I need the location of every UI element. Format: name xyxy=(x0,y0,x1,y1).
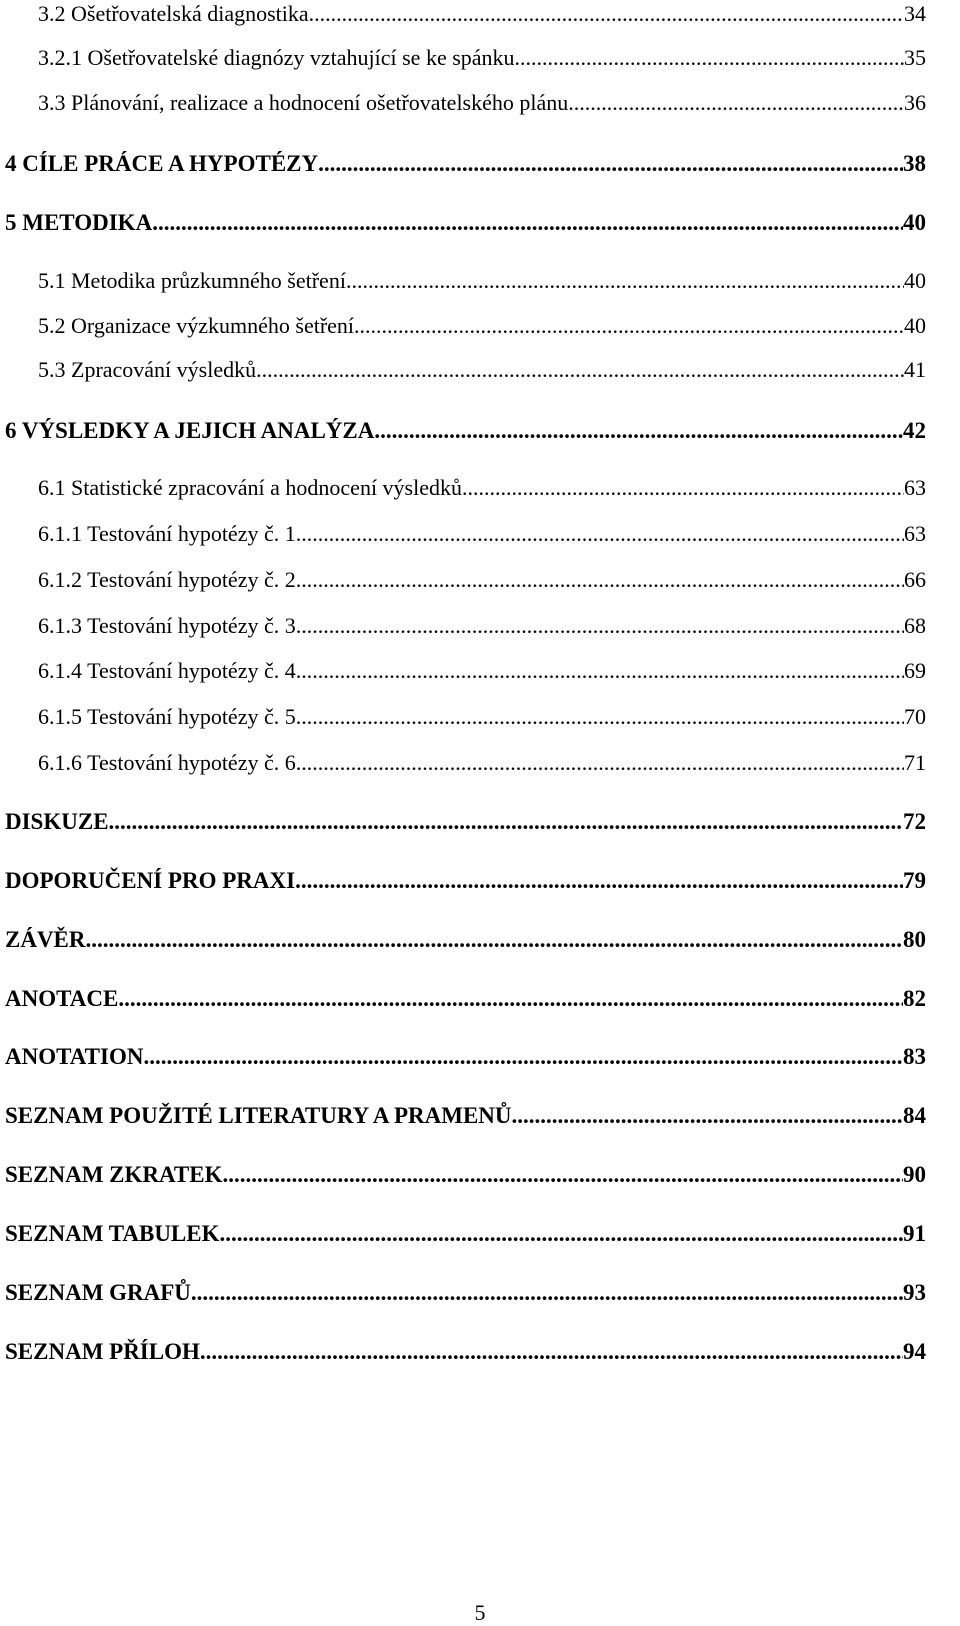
toc-leader-dots xyxy=(256,359,904,381)
toc-entry-title: ZÁVĚR xyxy=(5,927,86,952)
toc-leader-dots xyxy=(296,752,904,774)
toc-entry-page: 34 xyxy=(904,1,926,26)
toc-entry-title: 6.1.5 Testování hypotézy č. 5 xyxy=(38,704,296,729)
toc-entry-page: 66 xyxy=(904,567,926,592)
toc-leader-dots xyxy=(296,660,904,682)
toc-entry-title: 6.1.3 Testování hypotézy č. 3 xyxy=(38,613,296,638)
toc-entry-title: SEZNAM GRAFŮ xyxy=(5,1280,191,1305)
toc-leader-dots xyxy=(462,477,904,499)
toc-entry[interactable] xyxy=(38,47,926,69)
toc-leader-dots xyxy=(309,3,904,25)
toc-entry-title: SEZNAM ZKRATEK xyxy=(5,1162,223,1187)
toc-leader-dots xyxy=(152,211,903,234)
toc-entry-page: 83 xyxy=(903,1044,926,1069)
toc-entry[interactable] xyxy=(38,3,926,25)
toc-leader-dots xyxy=(512,1104,903,1127)
toc-entry[interactable] xyxy=(38,315,926,337)
toc-entry-title: ANOTATION xyxy=(5,1044,144,1069)
toc-entry-page: 38 xyxy=(903,151,926,176)
toc-leader-dots xyxy=(295,869,903,892)
toc-entry[interactable] xyxy=(38,752,926,774)
toc-leader-dots xyxy=(222,1163,903,1186)
toc-entry-page: 68 xyxy=(904,613,926,638)
toc-entry-title: 6.1.6 Testování hypotézy č. 6 xyxy=(38,750,296,775)
toc-entry[interactable] xyxy=(5,152,926,175)
toc-entry-title: 3.3 Plánování, realizace a hodnocení ošetřovatelského plánu xyxy=(38,90,569,115)
toc-entry-page: 41 xyxy=(904,357,926,382)
toc-leader-dots xyxy=(515,47,904,69)
toc-entry-title: DISKUZE xyxy=(5,809,109,834)
toc-leader-dots xyxy=(318,152,903,175)
toc-entry[interactable] xyxy=(38,359,926,381)
toc-entry-page: 82 xyxy=(903,986,926,1011)
toc-entry-page: 72 xyxy=(903,809,926,834)
page-number: 5 xyxy=(474,1600,486,1625)
toc-leader-dots xyxy=(143,1045,903,1068)
toc-leader-dots xyxy=(86,928,903,951)
toc-leader-dots xyxy=(191,1281,903,1304)
toc-entry[interactable] xyxy=(5,1163,926,1186)
toc-entry[interactable] xyxy=(5,1222,926,1245)
toc-entry-page: 36 xyxy=(904,90,926,115)
toc-entry-page: 42 xyxy=(903,418,926,443)
toc-entry-page: 90 xyxy=(903,1162,926,1187)
toc-entry-title: 6.1.2 Testování hypotézy č. 2 xyxy=(38,567,296,592)
toc-leader-dots xyxy=(296,523,904,545)
toc-entry-page: 79 xyxy=(903,868,926,893)
toc-entry-title: SEZNAM PŘÍLOH xyxy=(5,1339,200,1364)
toc-leader-dots xyxy=(296,615,904,637)
toc-leader-dots xyxy=(296,569,904,591)
toc-leader-dots xyxy=(296,706,904,728)
toc-entry[interactable] xyxy=(5,419,926,442)
toc-entry-title: 3.2.1 Ošetřovatelské diagnózy vztahující se ke spánku xyxy=(38,45,515,70)
toc-entry-title: 6 VÝSLEDKY A JEJICH ANALÝZA xyxy=(5,418,375,443)
toc-entry[interactable] xyxy=(5,869,926,892)
toc-entry-title: 5.2 Organizace výzkumného šetření xyxy=(38,313,355,338)
toc-leader-dots xyxy=(220,1222,903,1245)
toc-entry[interactable] xyxy=(38,706,926,728)
toc-entry-page: 35 xyxy=(904,45,926,70)
toc-entry[interactable] xyxy=(5,1104,926,1127)
toc-entry-title: 6.1 Statistické zpracování a hodnocení výsledků xyxy=(38,475,462,500)
toc-entry[interactable] xyxy=(5,1340,926,1363)
toc-entry-title: 4 CÍLE PRÁCE A HYPOTÉZY xyxy=(5,151,319,176)
toc-entry-page: 40 xyxy=(903,210,926,235)
toc-entry-title: SEZNAM POUŽITÉ LITERATURY A PRAMENŮ xyxy=(5,1103,512,1128)
toc-entry[interactable] xyxy=(38,270,926,292)
toc-entry[interactable] xyxy=(5,1045,926,1068)
toc-entry[interactable] xyxy=(38,569,926,591)
toc-entry-page: 80 xyxy=(903,927,926,952)
toc-entry-title: 5 METODIKA xyxy=(5,210,153,235)
toc-entry-title: 6.1.4 Testování hypotézy č. 4 xyxy=(38,658,296,683)
toc-entry-title: SEZNAM TABULEK xyxy=(5,1221,220,1246)
toc-entry-title: 5.1 Metodika průzkumného šetření xyxy=(38,268,346,293)
toc-entry-page: 93 xyxy=(903,1280,926,1305)
toc-leader-dots xyxy=(346,270,904,292)
toc-entry-page: 71 xyxy=(904,750,926,775)
toc-entry[interactable] xyxy=(5,987,926,1010)
toc-entry-page: 40 xyxy=(904,268,926,293)
toc-entry[interactable] xyxy=(5,211,926,234)
toc-entry-title: ANOTACE xyxy=(5,986,119,1011)
toc-entry-page: 69 xyxy=(904,658,926,683)
toc-entry-page: 70 xyxy=(904,704,926,729)
toc-entry[interactable] xyxy=(5,810,926,833)
toc-leader-dots xyxy=(568,92,904,114)
toc-entry[interactable] xyxy=(5,928,926,951)
toc-entry-title: DOPORUČENÍ PRO PRAXI xyxy=(5,868,296,893)
toc-entry-page: 91 xyxy=(903,1221,926,1246)
toc-entry-page: 94 xyxy=(903,1339,926,1364)
toc-leader-dots xyxy=(200,1340,903,1363)
toc-entry[interactable] xyxy=(38,477,926,499)
toc-entry-page: 84 xyxy=(903,1103,926,1128)
toc-entry[interactable] xyxy=(5,1281,926,1304)
toc-entry-title: 5.3 Zpracování výsledků xyxy=(38,357,257,382)
toc-entry-title: 3.2 Ošetřovatelská diagnostika xyxy=(38,1,309,26)
toc-entry-page: 40 xyxy=(904,313,926,338)
toc-leader-dots xyxy=(109,810,903,833)
toc-entry-page: 63 xyxy=(904,521,926,546)
toc-leader-dots xyxy=(118,987,903,1010)
toc-entry[interactable] xyxy=(38,92,926,114)
toc-leader-dots xyxy=(374,419,903,442)
toc-entry[interactable] xyxy=(38,660,926,682)
toc-entry[interactable] xyxy=(38,615,926,637)
toc-entry-title: 6.1.1 Testování hypotézy č. 1 xyxy=(38,521,296,546)
toc-leader-dots xyxy=(354,315,904,337)
toc-entry[interactable] xyxy=(38,523,926,545)
toc-entry-page: 63 xyxy=(904,475,926,500)
